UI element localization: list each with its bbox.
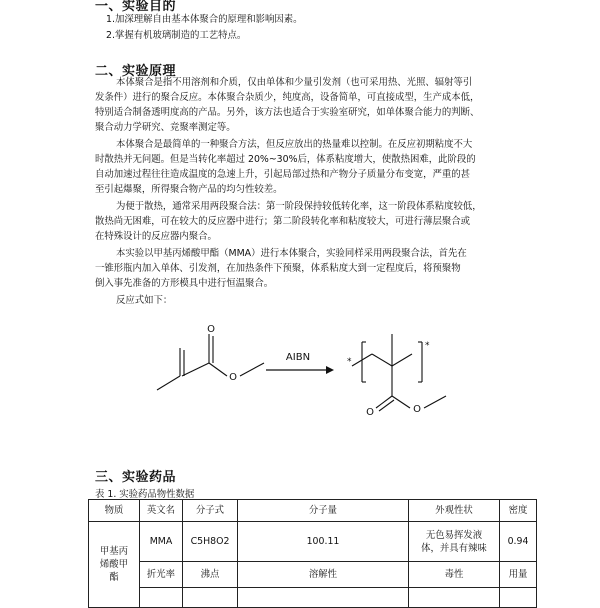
header-cell: 英文名 (140, 500, 183, 522)
substance-name-line: 烯酸甲 (99, 559, 129, 570)
principle-line: 本体聚合是指不用溶剂和介质，仅由单体和少量引发剂（也可采用热、光照、辐射等引 (116, 77, 473, 88)
refractive-index-header: 折光率 (140, 562, 183, 588)
principle-line: 本体聚合是最简单的一种聚合方法，但反应放出的热量难以控制。在反应初期粘度不大 (116, 139, 473, 150)
mma-monomer-structure (157, 334, 264, 390)
principle-line: 倒入事先准备的方形模具中进行恒温聚合。 (95, 278, 274, 289)
table-cell (238, 588, 409, 608)
chain-end-star-right: * (425, 341, 430, 351)
principle-line: 发条件）进行的聚合反应。本体聚合杂质少，纯度高，设备简单，可直接成型，生产成本低， (95, 92, 480, 103)
header-cell: 外观性状 (409, 500, 500, 522)
appearance-line: 体，并具有辣味 (421, 542, 487, 554)
table-cell (409, 588, 500, 608)
principle-line: 在特殊设计的反应器内聚合。 (95, 231, 217, 242)
table-row (89, 522, 537, 562)
section-title-reagents: 三、实验药品 (95, 470, 177, 485)
table-cell (183, 588, 238, 608)
principle-line: 为便于散热，通常采用两段聚合法：第一阶段保持较低转化率，这一阶段体系粘度较低， (116, 201, 482, 212)
table-cell (500, 588, 537, 608)
appearance-line: 无色易挥发液 (425, 529, 483, 541)
reaction-scheme (0, 320, 600, 420)
svg-text:O: O (366, 407, 374, 418)
toxicity-header: 毒性 (409, 562, 500, 588)
formula-cell: C5H8O2 (183, 522, 238, 562)
appearance-cell (409, 522, 500, 562)
principle-line: 至引起爆聚，所得聚合物产品的均匀性较差。 (95, 184, 283, 195)
table-header-row (89, 500, 537, 522)
principle-line: 本实验以甲基丙烯酸甲酯（MMA）进行本体聚合，实验同样采用两段聚合法，首先在 (116, 248, 467, 259)
svg-text:O: O (413, 404, 421, 415)
table-caption: 表 1. 实验药品物性数据 (95, 489, 195, 500)
table-row (89, 588, 537, 608)
dosage-header: 用量 (500, 562, 537, 588)
section-title-principle: 二、实验原理 (95, 64, 177, 79)
svg-text:O: O (207, 324, 215, 335)
principle-line: 自动加速过程往往造成温度的急速上升，引起局部过热和产物分子质量分布变宽，严重的甚 (95, 169, 471, 180)
principle-line: 时散热并无问题。但是当转化率超过 20%~30%后，体系粘度增大，使散热困难，此阶段的 (95, 154, 476, 165)
header-cell: 分子式 (183, 500, 238, 522)
section-title-purpose: 一、实验目的 (95, 0, 177, 14)
reagent-label: AIBN (285, 352, 311, 363)
svg-text:O: O (229, 372, 237, 383)
header-cell: 分子量 (238, 500, 409, 522)
header-cell: 密度 (500, 500, 537, 522)
table-cell (140, 588, 183, 608)
header-cell: 物质 (89, 500, 140, 522)
boiling-point-header: 沸点 (183, 562, 238, 588)
principle-line: 反应式如下： (116, 295, 173, 306)
reagent-property-table (88, 499, 537, 608)
substance-name-line: 酯 (109, 572, 119, 583)
chain-end-star-left: * (347, 357, 352, 367)
pmma-structure (352, 334, 446, 411)
molecular-weight-cell: 100.11 (238, 522, 409, 562)
principle-line: 散热尚无困难，可在较大的反应器中进行；第二阶段转化率和粘度较大，可进行薄层聚合或 (95, 216, 471, 227)
purpose-item-1: 1.加深理解自由基本体聚合的原理和影响因素。 (106, 14, 303, 25)
principle-line: 一锥形瓶内加入单体、引发剂，在加热条件下预聚，体系粘度大到一定程度后，将预聚物 (95, 263, 461, 274)
substance-name-line: 甲基丙 (99, 546, 129, 557)
purpose-item-2: 2.掌握有机玻璃制造的工艺特点。 (106, 30, 247, 41)
solubility-header: 溶解性 (238, 562, 409, 588)
principle-line: 特别适合制备透明度高的产品。另外，该方法也适合于实验室研究，如单体聚合能力的判断、 (95, 107, 480, 118)
english-name-cell: MMA (140, 522, 183, 562)
table-row (89, 562, 537, 588)
principle-line: 聚合动力学研究、竞聚率测定等。 (95, 122, 236, 133)
density-cell: 0.94 (500, 522, 537, 562)
substance-cell (89, 522, 140, 608)
